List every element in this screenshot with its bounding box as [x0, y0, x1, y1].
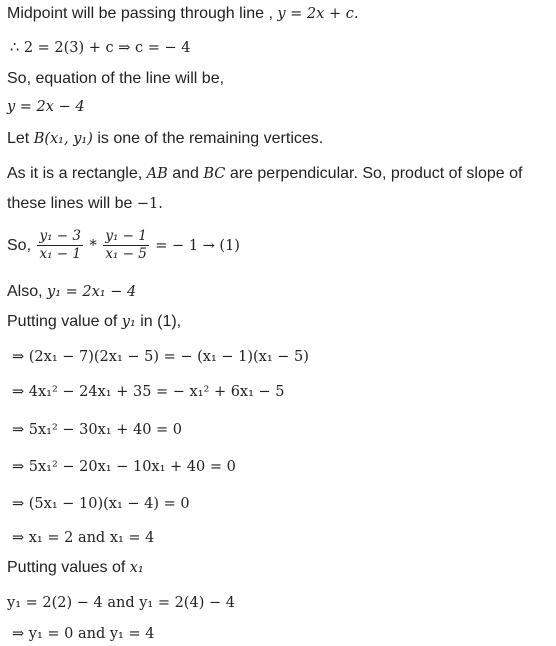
line-6-text-c: are perpendicular. So, product of slope of [225, 165, 523, 182]
fraction-1 [37, 228, 83, 263]
math-line-12 [12, 382, 285, 402]
fraction-2-numerator: y₁ − 1 [105, 228, 147, 245]
text-line-17 [7, 558, 144, 578]
fraction-1-numerator: y₁ − 3 [39, 228, 81, 245]
line-11-math: ⇒ (2x₁ − 7)(2x₁ − 5) = − (x₁ − 1)(x₁ − 5) [12, 349, 309, 365]
multiply-operator: * [89, 238, 102, 254]
line-10-prefix: Putting value of [7, 313, 122, 330]
line-5-suffix: is one of the remaining vertices. [92, 130, 324, 147]
line-6-text-b: and [167, 165, 204, 182]
line-10-math: y₁ [121, 314, 136, 330]
line-13-math: ⇒ 5x₁² − 30x₁ + 40 = 0 [12, 422, 183, 438]
fraction-1-denominator: x₁ − 1 [39, 246, 81, 263]
math-line-16 [12, 528, 154, 548]
line-7-text: these lines will be [7, 195, 137, 212]
line-4-math: y = 2x − 4 [7, 99, 85, 115]
line-16-math: ⇒ x₁ = 2 and x₁ = 4 [12, 530, 155, 546]
line-7-math: −1. [136, 196, 163, 212]
line-5-math: B(x₁, y₁) [33, 131, 93, 147]
math-line-2 [10, 38, 191, 58]
line-8-prefix: So, [7, 237, 36, 254]
math-line-15 [12, 494, 190, 514]
math-line-13 [12, 420, 182, 440]
math-line-4 [7, 97, 85, 117]
line-10-suffix: in (1), [135, 313, 182, 330]
text-line-5 [7, 129, 323, 149]
line-8-rhs: = − 1 → (1) [155, 238, 240, 254]
fraction-2 [103, 228, 149, 263]
line-17-prefix: Putting values of [7, 559, 130, 576]
line-6-math-bc: BC [203, 166, 226, 182]
line-19-math: ⇒ y₁ = 0 and y₁ = 4 [12, 626, 155, 642]
line-1-text: Midpoint will be passing through line , [7, 5, 278, 22]
line-9-prefix: Also, [7, 283, 48, 300]
text-line-10 [7, 312, 181, 332]
fraction-line-8 [7, 226, 240, 266]
text-line-9 [7, 282, 136, 302]
text-line-3 [7, 69, 224, 89]
line-2-math: ∴ 2 = 2(3) + c ⇒ c = − 4 [10, 40, 191, 56]
line-14-math: ⇒ 5x₁² − 20x₁ − 10x₁ + 40 = 0 [12, 459, 236, 475]
fraction-2-denominator: x₁ − 5 [105, 246, 147, 263]
line-18-math: y₁ = 2(2) − 4 and y₁ = 2(4) − 4 [7, 595, 235, 611]
line-9-math: y₁ = 2x₁ − 4 [47, 284, 137, 300]
math-line-18 [7, 593, 235, 613]
line-1-math: y = 2x + c. [277, 6, 359, 22]
line-17-math: x₁ [129, 560, 144, 576]
line-5-prefix: Let [7, 130, 34, 147]
line-3-text: So, equation of the line will be, [7, 70, 225, 87]
line-6-text-a: As it is a rectangle, [7, 165, 147, 182]
math-line-14 [12, 457, 236, 477]
line-15-math: ⇒ (5x₁ − 10)(x₁ − 4) = 0 [12, 496, 190, 512]
line-12-math: ⇒ 4x₁² − 24x₁ + 35 = − x₁² + 6x₁ − 5 [12, 384, 285, 400]
math-line-11 [12, 347, 309, 367]
line-6-math-ab: AB [146, 166, 168, 182]
text-line-1 [7, 4, 358, 24]
math-line-19 [12, 624, 154, 644]
text-line-7 [7, 194, 163, 214]
text-line-6 [7, 164, 522, 184]
